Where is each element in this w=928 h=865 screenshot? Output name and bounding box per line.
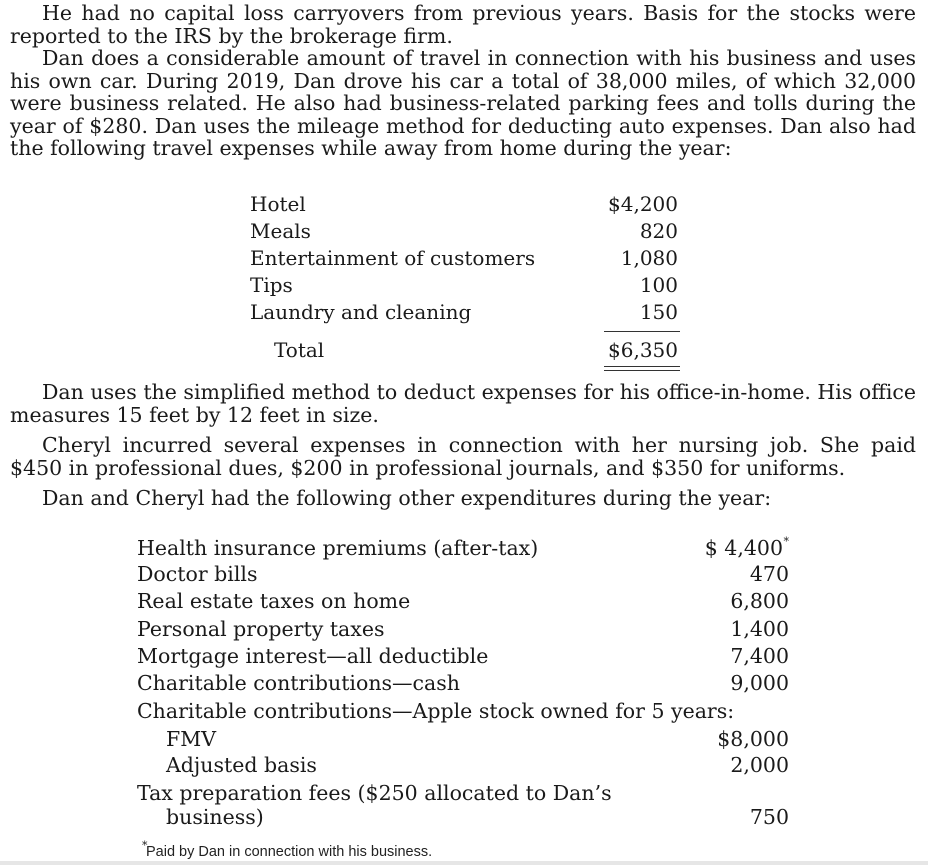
row-value: 7,400 (730, 644, 789, 668)
row-label: Mortgage interest—all deductible (137, 644, 489, 668)
paragraph-text: Dan and Cheryl had the following other expenditures during the year: (42, 486, 772, 510)
row-value: 1,080 (620, 246, 678, 270)
row-label: business) (166, 805, 264, 829)
paragraph-travel (10, 47, 916, 160)
row-label: Charitable contributions—cash (137, 671, 460, 695)
paragraph-office-in-home (10, 381, 916, 426)
footnote-marker: * (142, 839, 148, 852)
row-label: Hotel (250, 192, 306, 216)
row-value: 820 (639, 219, 678, 243)
row-label: Tips (250, 273, 293, 297)
row-label: FMV (166, 727, 217, 751)
row-value: $ 4,400 (704, 536, 783, 560)
footnote-marker: * (783, 535, 789, 548)
row-value: $4,200 (608, 192, 678, 216)
row-value: 150 (639, 300, 678, 324)
footnote-text: Paid by Dan in connection with his business. (146, 844, 433, 860)
paragraph-other-expenditures (10, 487, 916, 510)
row-label: Entertainment of customers (250, 246, 536, 270)
row-label: Laundry and cleaning (250, 300, 472, 324)
bottom-divider (0, 861, 928, 865)
row-label: Doctor bills (137, 562, 258, 586)
row-value: 2,000 (730, 753, 789, 777)
row-label: Meals (250, 219, 311, 243)
paragraph-text: Dan does a considerable amount of travel in connection with his business and uses his own car. During 2019, Dan drove his car a total of 38,000 miles, of which 32,000 were business related. He also had business-related parking fees and tolls during the year of $280. Dan uses the mileage method for deducting auto expenses. Dan also had the following travel expenses while away from home during the year: (10, 46, 916, 160)
row-value: 470 (749, 562, 789, 586)
row-value: 9,000 (730, 671, 789, 695)
row-label: Real estate taxes on home (137, 589, 411, 613)
row-label: Tax preparation fees ($250 allocated to Dan’s (137, 781, 612, 805)
double-rule-bottom (604, 370, 680, 371)
row-label: Personal property taxes (137, 617, 385, 641)
paragraph-text: He had no capital loss carryovers from previous years. Basis for the stocks were reported to the IRS by the brokerage firm. (10, 1, 916, 48)
row-value: 1,400 (730, 617, 789, 641)
row-label: Health insurance premiums (after-tax) (137, 536, 539, 560)
paragraph-text: Cheryl incurred several expenses in connection with her nursing job. She paid $450 in professional dues, $200 in professional journals, and $350 for uniforms. (10, 433, 916, 480)
paragraph-nursing-expenses (10, 434, 916, 479)
total-label: Total (274, 338, 325, 362)
subtotal-rule (604, 331, 680, 332)
row-value: $8,000 (717, 727, 789, 751)
row-value: 100 (639, 273, 678, 297)
row-value: 750 (749, 805, 789, 829)
total-value: $6,350 (608, 338, 678, 362)
row-label: Adjusted basis (166, 753, 317, 777)
paragraph-capital-loss (10, 2, 916, 47)
paragraph-text: Dan uses the simplified method to deduct expenses for his office-in-home. His office measures 15 feet by 12 feet in size. (10, 380, 916, 427)
row-label: Charitable contributions—Apple stock owned for 5 years: (137, 699, 735, 723)
double-rule-top (604, 366, 680, 367)
row-value: 6,800 (730, 589, 789, 613)
